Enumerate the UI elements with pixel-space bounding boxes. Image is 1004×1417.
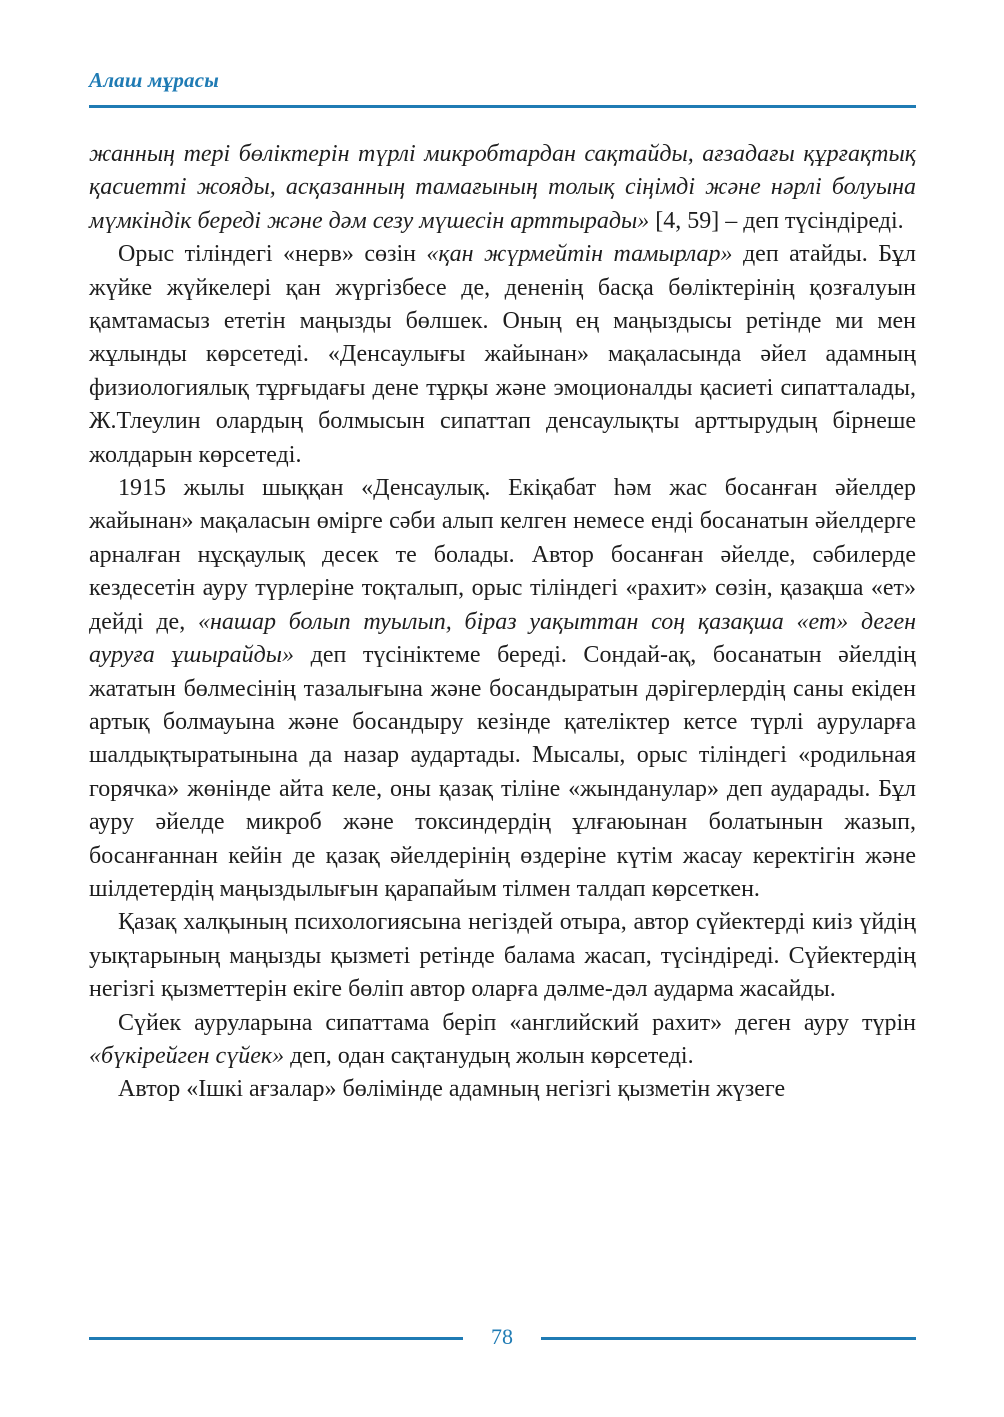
text-segment: [4, 59] – деп түсіндіреді.: [649, 207, 904, 234]
paragraph: [89, 1073, 916, 1106]
header-rule: [89, 105, 916, 108]
text-segment: Сүйек ауруларына сипаттама беріп «английский рахит» деген ауру түрін: [118, 1009, 916, 1036]
italic-quote: жанның тері бөліктерін түрлі микробтардан сақтайды, ағзадағы құрғақтық қасиетті жояды, асқазанның тамағының толық сіңімді және нәрлі болуына мүмкіндік береді және дәм сезу мүшесін арттырады»: [89, 141, 916, 234]
paragraph: [89, 1007, 916, 1074]
text-segment: деп, одан сақтанудың жолын көрсетеді.: [284, 1042, 694, 1069]
paragraph: [89, 238, 916, 472]
text-segment: Қазақ халқының психологиясына негіздей отыра, автор сүйектерді киіз үйдің уықтарының маңызды қызметі ретінде балама жасап, түсіндіреді. Сүйектердің негізгі қызметтерін екіге бөліп автор оларға дәлме-дәл аударма жасайды.: [89, 909, 916, 1003]
paragraph: [89, 138, 916, 238]
paragraph: [89, 472, 916, 906]
footer-rule-right: [541, 1337, 916, 1340]
text-segment: деп атайды. Бұл жүйке жүйкелері қан жүргізбесе де, дененің басқа бөліктерінің қозғалуын қамтамасыз ететін маңызды бөлшек. Оның ең маңыздысы ретінде ми мен жұлынды көрсетеді. «Денсаулығы жайынан» мақаласында әйел адамның физиологиялық тұрғыдағы дене тұрқы және эмоционалды қасиеті сипатталады, Ж.Тлеулин олардың болмысын сипаттап денсаулықты арттырудың бірнеше жолдарын көрсетеді.: [89, 241, 916, 468]
text-segment: 1915 жылы шыққан «Денсаулық. Екіқабат һәм жас босанған әйелдер жайынан» мақаласын өмірге сәби алып келген немесе енді босанатын әйелдерге арналған нұсқаулық десек те болады. Автор босанған әйелде, сәбилерде кездесетін ауру түрлеріне тоқталып, орыс тіліндегі «рахит» сөзін, қазақша «ет» дейді де,: [89, 475, 916, 635]
text-segment: Автор «Ішкі ағзалар» бөлімінде адамның негізгі қызметін жүзеге: [118, 1076, 786, 1103]
italic-quote: «бүкірейген сүйек»: [89, 1042, 285, 1069]
text-segment: Орыс тіліндегі «нерв» сөзін: [118, 241, 427, 268]
italic-quote: «нашар болып туылып, біраз уақыттан соң қазақша «ет» деген ауруға ұшырайды»: [89, 608, 916, 669]
text-segment: деп түсініктеме береді. Сондай-ақ, босанатын әйелдің жататын бөлмесінің тазалығына және босандыратын дәрігерлердің саны екіден артық болмауына және босандыру кезінде қателіктер кетсе түрлі ауруларға шалдықтыратынына да назар аудартады. Мысалы, орыс тіліндегі «родильная горячка» жөнінде айта келе, оны қазақ тіліне «жынданулар» деп аударады. Бұл ауру әйелде микроб және токсиндердің ұлғаюынан болатынын жазып, босанғаннан кейін де қазақ әйелдерінің өздеріне күтім жасау керектігін және шілдетердің маңыздылығын қарапайым тілмен талдап көрсеткен.: [89, 642, 917, 902]
paragraph: [89, 906, 916, 1006]
page-number: 78: [491, 1324, 513, 1349]
italic-quote: «қан жүрмейтін тамырлар»: [426, 241, 733, 268]
body-text: [89, 138, 916, 1107]
footer-rule-left: [89, 1337, 463, 1340]
running-header-title: Алаш мұрасы: [89, 68, 220, 92]
